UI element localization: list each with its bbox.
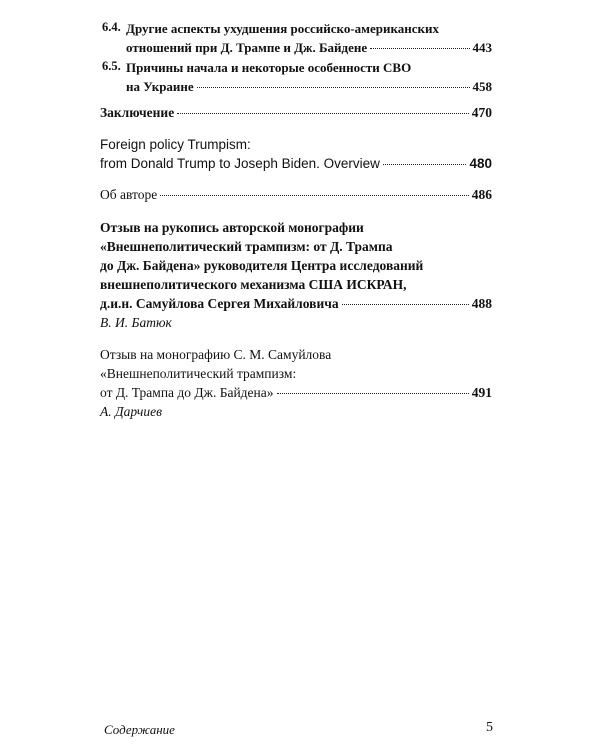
footer-page-number: 5 xyxy=(486,720,493,735)
review-1-line4: внешнеполитического механизма США ИСКРАН, xyxy=(100,277,407,292)
overview-line2: from Donald Trump to Joseph Biden. Overview xyxy=(100,156,380,171)
about-author-page: 486 xyxy=(471,187,492,202)
dot-leader xyxy=(370,48,469,49)
entry-6-4-line1: Другие аспекты ухудшения российско-американских xyxy=(126,21,440,36)
review-1-line2: «Внешнеполитический трампизм: от Д. Трампа xyxy=(100,239,393,254)
toc-entry-review-2 xyxy=(100,345,492,421)
footer-section-title: Содержание xyxy=(104,722,175,737)
toc-entry-6-5 xyxy=(126,58,492,96)
review-2-line3: от Д. Трампа до Дж. Байдена» xyxy=(100,385,274,400)
review-2-page: 491 xyxy=(471,385,492,400)
review-1-line1: Отзыв на рукопись авторской монографии xyxy=(100,220,364,235)
toc-entry-about-author xyxy=(100,185,492,204)
entry-6-4-line2: отношений при Д. Трампе и Дж. Байдене xyxy=(126,40,368,55)
entry-6-4-line2-row xyxy=(126,38,492,57)
review-1-line5: д.и.н. Самуйлова Сергея Михайловича xyxy=(100,296,339,311)
entry-6-5-line2: на Украине xyxy=(126,79,194,94)
review-2-line1: Отзыв на монографию С. М. Самуйлова xyxy=(100,347,332,362)
overview-page: 480 xyxy=(469,156,492,171)
entry-6-4-number: 6.4. xyxy=(102,20,121,34)
review-2-reviewer: А. Дарчиев xyxy=(100,404,162,419)
entry-6-5-page: 458 xyxy=(472,79,492,94)
dot-leader xyxy=(160,195,469,196)
entry-6-5-number: 6.5. xyxy=(102,59,121,73)
about-author-title: Об авторе xyxy=(100,187,158,202)
dot-leader xyxy=(177,113,469,114)
dot-leader xyxy=(383,164,467,165)
toc-entry-review-1 xyxy=(100,218,492,332)
dot-leader xyxy=(342,304,469,305)
dot-leader xyxy=(197,87,470,88)
conclusion-title: Заключение xyxy=(100,105,175,120)
toc-entry-overview xyxy=(100,135,492,173)
entry-6-5-line2-row xyxy=(126,77,492,96)
overview-line1: Foreign policy Trumpism: xyxy=(100,137,251,152)
conclusion-page: 470 xyxy=(471,105,492,120)
toc-entry-6-4 xyxy=(126,19,492,57)
review-2-line2: «Внешнеполитический трампизм: xyxy=(100,366,297,381)
review-1-line3: до Дж. Байдена» руководителя Центра исследований xyxy=(100,258,424,273)
entry-6-5-line1: Причины начала и некоторые особенности СВО xyxy=(126,60,412,75)
review-1-page: 488 xyxy=(471,296,492,311)
review-1-reviewer: В. И. Батюк xyxy=(100,315,172,330)
dot-leader xyxy=(277,393,469,394)
toc-entry-conclusion xyxy=(100,103,492,122)
entry-6-4-page: 443 xyxy=(472,40,492,55)
